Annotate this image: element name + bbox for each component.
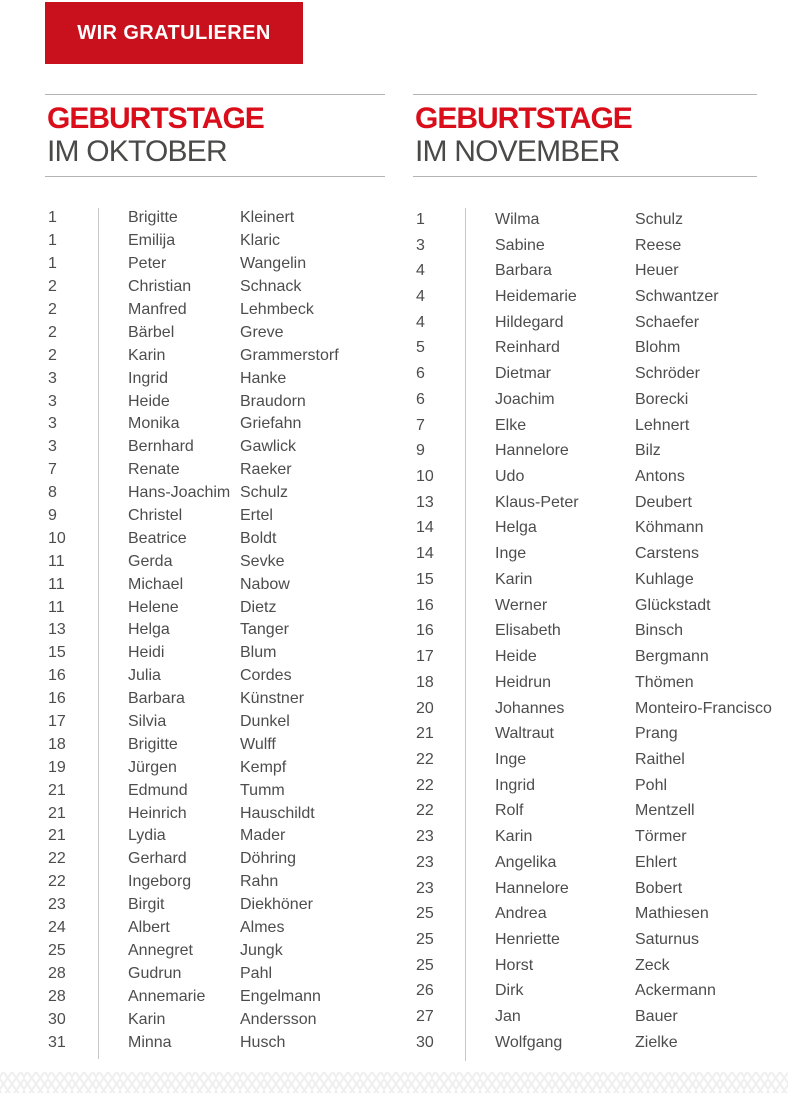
- birthday-firstname: Barbara: [128, 690, 185, 708]
- birthday-day: 7: [48, 461, 57, 479]
- birthday-firstname: Joachim: [495, 390, 555, 408]
- birthday-day: 9: [416, 442, 425, 460]
- birthday-row: [45, 505, 385, 528]
- birthday-day: 18: [48, 735, 66, 753]
- birthday-lastname: Reese: [635, 236, 682, 254]
- birthday-day: 3: [48, 392, 57, 410]
- birthday-day: 8: [48, 484, 57, 502]
- birthday-firstname: Michael: [128, 575, 184, 593]
- birthday-day: 14: [416, 545, 434, 563]
- birthday-row: [45, 962, 385, 985]
- birthday-lastname: Schaefer: [635, 313, 700, 331]
- column-header-november: [413, 94, 757, 177]
- birthday-firstname: Lydia: [128, 827, 166, 845]
- birthday-firstname: Heidrun: [495, 673, 552, 691]
- birthday-day: 21: [48, 827, 66, 845]
- birthday-lastname: Jungk: [240, 941, 283, 959]
- birthday-lastname: Binsch: [635, 622, 684, 640]
- birthday-day: 9: [48, 507, 57, 525]
- birthday-day: 4: [416, 262, 425, 280]
- birthday-lastname: Thömen: [635, 673, 694, 691]
- birthday-lastname: Zielke: [635, 1033, 678, 1051]
- birthday-firstname: Minna: [128, 1033, 172, 1051]
- birthday-row: [413, 953, 757, 979]
- birthday-row: [413, 747, 757, 773]
- birthday-row: [413, 336, 757, 362]
- birthday-row: [45, 390, 385, 413]
- birthday-firstname: Hans-Joachim: [128, 484, 231, 502]
- birthday-firstname: Johannes: [495, 699, 565, 717]
- birthday-row: [413, 773, 757, 799]
- birthday-firstname: Heide: [128, 392, 170, 410]
- birthday-firstname: Barbara: [495, 262, 552, 280]
- birthday-day: 23: [416, 879, 434, 897]
- birthday-firstname: Jürgen: [128, 758, 177, 776]
- birthday-row: [45, 321, 385, 344]
- birthday-day: 3: [48, 369, 57, 387]
- birthday-day: 30: [416, 1033, 434, 1051]
- birthday-day: 11: [48, 552, 65, 570]
- birthday-firstname: Karin: [128, 1010, 166, 1028]
- birthday-lastname: Mader: [240, 827, 286, 845]
- birthday-row: [413, 233, 757, 259]
- birthday-row: [45, 825, 385, 848]
- birthday-lastname: Dunkel: [240, 713, 290, 731]
- birthday-lastname: Raeker: [240, 461, 292, 479]
- birthday-day: 3: [48, 438, 57, 456]
- birthday-lastname: Hanke: [240, 369, 287, 387]
- birthday-list-november: [413, 207, 772, 1056]
- birthday-lastname: Deubert: [635, 493, 692, 511]
- birthday-row: [45, 985, 385, 1008]
- birthday-lastname: Heuer: [635, 262, 679, 280]
- birthday-row: [45, 733, 385, 756]
- birthday-firstname: Julia: [128, 667, 161, 685]
- birthday-firstname: Elke: [495, 416, 527, 434]
- birthday-row: [45, 894, 385, 917]
- birthday-day: 1: [48, 232, 57, 250]
- birthday-lastname: Dietz: [240, 598, 277, 616]
- birthday-lastname: Saturnus: [635, 930, 700, 948]
- birthday-firstname: Silvia: [128, 713, 167, 731]
- birthday-row: [413, 799, 757, 825]
- birthday-day: 16: [48, 667, 66, 685]
- birthday-row: [413, 593, 757, 619]
- birthday-row: [45, 848, 385, 871]
- birthday-lastname: Boldt: [240, 529, 277, 547]
- birthday-day: 11: [48, 575, 65, 593]
- birthday-lastname: Kempf: [240, 758, 287, 776]
- birthday-firstname: Dietmar: [495, 365, 552, 383]
- birthday-row: [45, 619, 385, 642]
- birthday-row: [45, 413, 385, 436]
- birthday-day: 24: [48, 919, 66, 937]
- birthday-firstname: Heide: [495, 648, 537, 666]
- birthday-row: [45, 711, 385, 734]
- birthday-lastname: Künstner: [240, 690, 305, 708]
- birthday-lastname: Cordes: [240, 667, 292, 685]
- birthday-day: 1: [48, 255, 57, 273]
- birthday-day: 14: [416, 519, 434, 537]
- month-subtitle-november: IM NOVEMBER: [415, 135, 620, 168]
- birthday-day: 22: [48, 850, 66, 868]
- birthday-lastname: Ehlert: [635, 853, 677, 871]
- birthday-firstname: Hannelore: [495, 879, 569, 897]
- birthday-lastname: Schulz: [240, 484, 289, 502]
- birthday-day: 13: [48, 621, 66, 639]
- birthday-firstname: Monika: [128, 415, 180, 433]
- birthday-row: [413, 284, 757, 310]
- birthday-lastname: Mentzell: [635, 802, 695, 820]
- congratulations-banner-label: WIR GRATULIEREN: [77, 21, 271, 44]
- birthday-lastname: Nabow: [240, 575, 290, 593]
- birthday-firstname: Sabine: [495, 236, 545, 254]
- birthday-firstname: Wolfgang: [495, 1033, 563, 1051]
- birthday-lastname: Schnack: [240, 278, 302, 296]
- birthday-lastname: Husch: [240, 1033, 286, 1051]
- birthday-firstname: Peter: [128, 255, 167, 273]
- birthday-day: 23: [416, 853, 434, 871]
- birthday-day: 31: [48, 1033, 66, 1051]
- birthday-row: [413, 901, 757, 927]
- birthday-day: 1: [48, 209, 57, 227]
- birthday-day: 19: [48, 758, 66, 776]
- birthday-row: [45, 756, 385, 779]
- birthday-day: 5: [416, 339, 425, 357]
- birthday-row: [413, 824, 757, 850]
- birthday-lastname: Borecki: [635, 390, 689, 408]
- birthday-day: 22: [416, 750, 434, 768]
- birthday-firstname: Heidemarie: [495, 288, 577, 306]
- birthday-column-october: [45, 94, 385, 1054]
- birthday-lastname: Lehmbeck: [240, 301, 314, 318]
- birthday-day: 22: [416, 802, 434, 820]
- birthday-lastname: Köhmann: [635, 519, 704, 537]
- birthday-row: [413, 464, 757, 490]
- birthday-day: 21: [48, 804, 66, 822]
- birthday-day: 26: [416, 982, 434, 1000]
- birthday-firstname: Waltraut: [495, 725, 554, 743]
- birthday-day: 16: [416, 622, 434, 640]
- birthday-lastname: Bilz: [635, 442, 661, 460]
- birthday-row: [45, 688, 385, 711]
- birthday-firstname: Heinrich: [128, 804, 187, 822]
- birthday-lastname: Wangelin: [240, 255, 307, 273]
- birthday-row: [413, 1004, 757, 1030]
- birthday-day: 10: [416, 468, 434, 486]
- birthday-row: [413, 516, 757, 542]
- birthday-lastname: Mathiesen: [635, 905, 709, 923]
- birthday-row: [45, 779, 385, 802]
- birthday-day: 15: [416, 570, 434, 588]
- birthday-day: 18: [416, 673, 434, 691]
- birthday-row: [45, 917, 385, 940]
- birthday-day: 10: [48, 529, 66, 547]
- birthday-firstname: Gerda: [128, 552, 173, 570]
- birthday-lastname: Schwantzer: [635, 288, 719, 306]
- birthday-firstname: Angelika: [495, 853, 557, 871]
- birthday-firstname: Karin: [495, 570, 533, 588]
- birthday-row: [45, 573, 385, 596]
- birthday-lastname: Tumm: [240, 781, 285, 799]
- birthday-lastname: Lehnert: [635, 416, 690, 434]
- birthday-lastname: Pohl: [635, 776, 668, 794]
- birthday-lastname: Schulz: [635, 210, 684, 228]
- birthday-firstname: Brigitte: [128, 209, 178, 227]
- birthday-lastname: Blum: [240, 644, 277, 662]
- birthday-row: [413, 567, 757, 593]
- birthday-day: 15: [48, 644, 66, 662]
- birthday-day: 25: [48, 941, 66, 959]
- birthday-firstname: Inge: [495, 750, 527, 768]
- birthday-firstname: Annemarie: [128, 987, 206, 1005]
- birthday-lastname: Engelmann: [240, 987, 321, 1005]
- birthday-day: 25: [416, 956, 434, 974]
- birthday-lastname: Zeck: [635, 956, 670, 974]
- birthday-row: [45, 299, 385, 322]
- birthday-row: [45, 871, 385, 894]
- birthday-row: [413, 490, 757, 516]
- birthday-day: 7: [416, 416, 425, 434]
- birthday-row: [45, 1008, 385, 1031]
- birthday-firstname: Klaus-Peter: [495, 493, 579, 511]
- birthday-row: [413, 721, 757, 747]
- birthday-lastname: Sevke: [240, 552, 285, 570]
- birthday-day: 25: [416, 930, 434, 948]
- birthday-row: [45, 436, 385, 459]
- birthday-lastname: Klaric: [240, 232, 281, 250]
- birthday-lastname: Ackermann: [635, 982, 716, 1000]
- birthday-lastname: Grammerstorf: [240, 346, 339, 364]
- birthday-firstname: Inge: [495, 545, 527, 563]
- birthday-day: 2: [48, 323, 57, 341]
- birthday-lastname: Almes: [240, 919, 285, 937]
- birthday-firstname: Bärbel: [128, 323, 175, 341]
- birthday-day: 21: [416, 725, 434, 743]
- birthday-day: 2: [48, 278, 57, 296]
- birthday-row: [413, 310, 757, 336]
- birthday-firstname: Birgit: [128, 896, 165, 914]
- birthday-lastname: Hauschildt: [240, 804, 315, 822]
- birthday-lastname: Diekhöner: [240, 896, 313, 914]
- birthday-row: [45, 642, 385, 665]
- birthday-day: 23: [48, 896, 66, 914]
- month-subtitle-october: IM OKTOBER: [47, 135, 227, 168]
- birthday-day: 22: [48, 873, 66, 891]
- birthday-day: 17: [48, 713, 66, 731]
- birthday-lastname: Monteiro-Francisco: [635, 699, 772, 717]
- birthday-firstname: Brigitte: [128, 735, 178, 753]
- birthday-day: 16: [48, 690, 66, 708]
- birthday-day: 20: [416, 699, 434, 717]
- birthday-day: 3: [48, 415, 57, 433]
- birthday-day: 6: [416, 390, 425, 408]
- birthday-row: [413, 876, 757, 902]
- birthday-lastname: Wulff: [240, 735, 276, 753]
- birthday-lastname: Tanger: [240, 621, 289, 639]
- birthday-firstname: Albert: [128, 919, 170, 937]
- birthday-row: [45, 367, 385, 390]
- birthday-lastname: Pahl: [240, 964, 273, 982]
- birthday-lastname: Bauer: [635, 1008, 678, 1026]
- birthday-row: [45, 207, 385, 230]
- birthday-list-october: [45, 207, 385, 1054]
- birthday-row: [413, 207, 757, 233]
- birthday-firstname: Jan: [495, 1008, 521, 1026]
- birthday-row: [413, 696, 772, 722]
- birthday-firstname: Manfred: [128, 301, 187, 318]
- birthday-day: 4: [416, 288, 425, 306]
- congratulations-banner: [45, 2, 303, 64]
- birthday-firstname: Udo: [495, 468, 525, 486]
- birthday-day: 28: [48, 987, 66, 1005]
- birthday-row: [45, 230, 385, 253]
- birthday-firstname: Henriette: [495, 930, 560, 948]
- birthday-row: [45, 550, 385, 573]
- birthday-day: 11: [48, 598, 65, 616]
- birthday-firstname: Elisabeth: [495, 622, 561, 640]
- birthday-row: [413, 927, 757, 953]
- birthday-firstname: Helene: [128, 598, 179, 616]
- birthday-lastname: Greve: [240, 323, 284, 341]
- birthday-day: 2: [48, 346, 57, 364]
- birthday-row: [413, 1030, 757, 1056]
- birthday-day: 22: [416, 776, 434, 794]
- birthday-day: 6: [416, 365, 425, 383]
- birthday-row: [413, 413, 757, 439]
- birthday-firstname: Karin: [128, 346, 166, 364]
- birthday-firstname: Helga: [128, 621, 170, 639]
- birthday-day: 27: [416, 1008, 434, 1026]
- birthday-lastname: Kleinert: [240, 209, 295, 227]
- birthday-row: [413, 979, 757, 1005]
- birthday-firstname: Helga: [495, 519, 537, 537]
- birthday-day: 17: [416, 648, 434, 666]
- birthday-firstname: Horst: [495, 956, 534, 974]
- birthday-row: [413, 387, 757, 413]
- birthday-lastname: Glückstadt: [635, 596, 711, 614]
- birthday-row: [413, 850, 757, 876]
- birthday-firstname: Bernhard: [128, 438, 194, 456]
- birthday-lastname: Bergmann: [635, 648, 709, 666]
- birthday-lastname: Döhring: [240, 850, 297, 868]
- decorative-pattern-strip: [0, 1072, 788, 1093]
- birthday-lastname: Antons: [635, 468, 685, 486]
- birthday-day: 1: [416, 210, 425, 228]
- birthday-firstname: Annegret: [128, 941, 193, 959]
- birthday-row: [413, 438, 757, 464]
- birthday-row: [45, 459, 385, 482]
- birthday-firstname: Werner: [495, 596, 548, 614]
- birthday-row: [413, 670, 757, 696]
- birthday-firstname: Karin: [495, 828, 533, 846]
- birthday-day: 2: [48, 301, 57, 318]
- birthday-firstname: Edmund: [128, 781, 188, 799]
- birthday-row: [45, 1031, 385, 1054]
- birthday-row: [45, 596, 385, 619]
- birthday-row: [45, 344, 385, 367]
- birthday-firstname: Gudrun: [128, 964, 182, 982]
- birthday-row: [45, 527, 385, 550]
- birthday-lastname: Andersson: [240, 1010, 317, 1028]
- birthday-day: 13: [416, 493, 434, 511]
- birthday-lastname: Braudorn: [240, 392, 306, 410]
- birthday-row: [413, 619, 757, 645]
- birthday-lastname: Carstens: [635, 545, 700, 563]
- birthday-firstname: Dirk: [495, 982, 524, 1000]
- birthday-firstname: Ingrid: [495, 776, 536, 794]
- birthday-day: 28: [48, 964, 66, 982]
- birthday-lastname: Schröder: [635, 365, 700, 383]
- birthday-firstname: Emilija: [128, 232, 176, 250]
- birthday-firstname: Gerhard: [128, 850, 187, 868]
- birthday-row: [45, 482, 385, 505]
- birthday-firstname: Ingeborg: [128, 873, 192, 891]
- birthday-row: [413, 258, 757, 284]
- birthday-firstname: Hildegard: [495, 313, 564, 331]
- birthday-lastname: Griefahn: [240, 415, 302, 433]
- birthday-firstname: Christian: [128, 278, 192, 296]
- birthday-firstname: Wilma: [495, 210, 540, 228]
- geburtstage-title-october: GEBURTSTAGE: [47, 102, 264, 135]
- birthday-day: 30: [48, 1010, 66, 1028]
- birthday-day: 4: [416, 313, 425, 331]
- birthday-lastname: Kuhlage: [635, 570, 694, 588]
- birthday-day: 16: [416, 596, 434, 614]
- birthday-firstname: Rolf: [495, 802, 524, 820]
- birthday-row: [45, 802, 385, 825]
- birthday-firstname: Hannelore: [495, 442, 569, 460]
- birthday-row: [45, 276, 385, 299]
- birthday-row: [413, 541, 757, 567]
- birthday-firstname: Renate: [128, 461, 180, 479]
- birthday-lastname: Rahn: [240, 873, 279, 891]
- birthday-firstname: Reinhard: [495, 339, 560, 357]
- birthday-column-november: [413, 94, 772, 1056]
- birthday-firstname: Heidi: [128, 644, 165, 662]
- birthday-lastname: Prang: [635, 725, 678, 743]
- birthday-lastname: Ertel: [240, 507, 273, 525]
- column-header-october: [45, 94, 385, 177]
- birthday-lastname: Raithel: [635, 750, 685, 768]
- birthday-lastname: Bobert: [635, 879, 683, 897]
- birthday-lastname: Blohm: [635, 339, 681, 357]
- birthday-row: [45, 253, 385, 276]
- birthday-firstname: Ingrid: [128, 369, 169, 387]
- birthday-day: 3: [416, 236, 425, 254]
- birthday-row: [413, 644, 757, 670]
- geburtstage-title-november: GEBURTSTAGE: [415, 102, 632, 135]
- birthday-row: [413, 361, 757, 387]
- birthday-lastname: Gawlick: [240, 438, 297, 456]
- birthday-firstname: Beatrice: [128, 529, 187, 547]
- birthday-day: 23: [416, 828, 434, 846]
- birthday-row: [45, 940, 385, 963]
- birthday-day: 25: [416, 905, 434, 923]
- birthday-lastname: Törmer: [635, 828, 687, 846]
- birthday-row: [45, 665, 385, 688]
- birthday-firstname: Andrea: [495, 905, 547, 923]
- birthday-firstname: Christel: [128, 507, 183, 525]
- birthday-day: 21: [48, 781, 66, 799]
